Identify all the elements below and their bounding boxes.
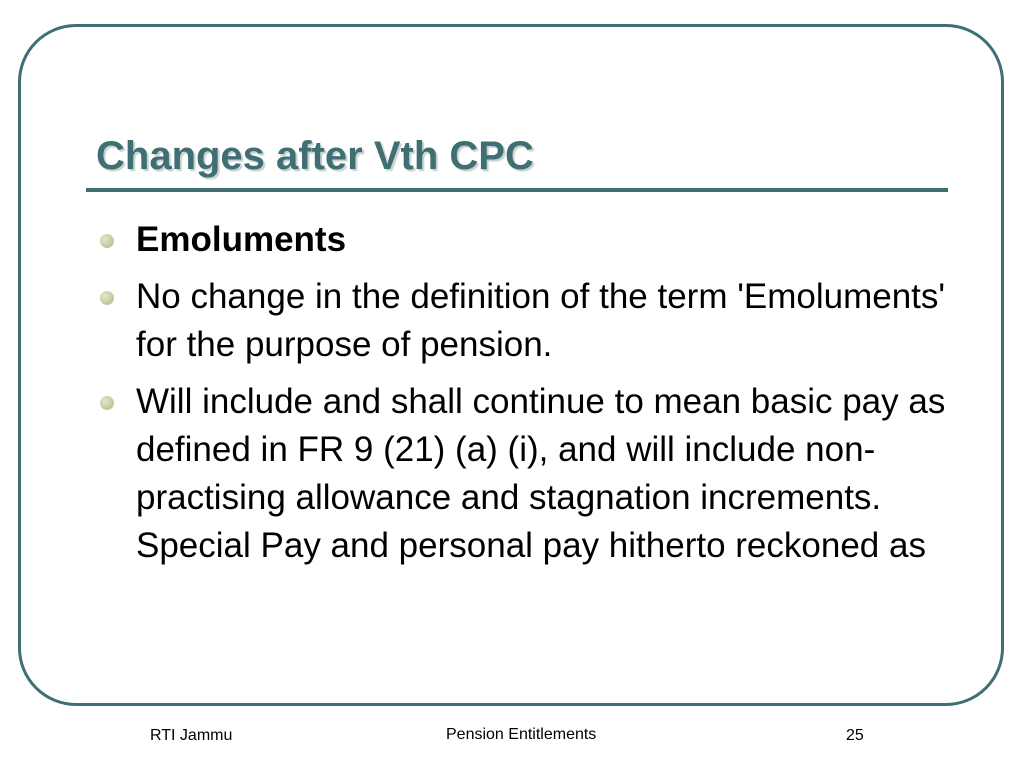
footer-presentation-title: Pension Entitlements	[446, 726, 597, 743]
bullet-item-definition	[98, 273, 958, 369]
bullet-text: No change in the definition of the term 'Emoluments' for the purpose of pension.	[136, 277, 946, 364]
bullet-text: Will include and shall continue to mean basic pay as defined in FR 9 (21) (a) (i), and will include non-practising allowance and stagnation increments. Special Pay and personal pay hitherto reckoned as	[136, 382, 946, 565]
bullet-item-emoluments	[98, 216, 958, 264]
footer-organization: RTI Jammu	[150, 727, 233, 744]
bullet-dot-icon	[100, 234, 114, 248]
bullet-text: Emoluments	[136, 220, 347, 259]
bullet-dot-icon	[100, 291, 114, 305]
slide-title: Changes after Vth CPC	[96, 134, 534, 178]
slide-number: 25	[846, 727, 864, 744]
bullet-item-basic-pay	[98, 378, 958, 570]
title-underline	[86, 188, 948, 192]
bullet-list	[98, 216, 958, 579]
bullet-dot-icon	[100, 396, 114, 410]
